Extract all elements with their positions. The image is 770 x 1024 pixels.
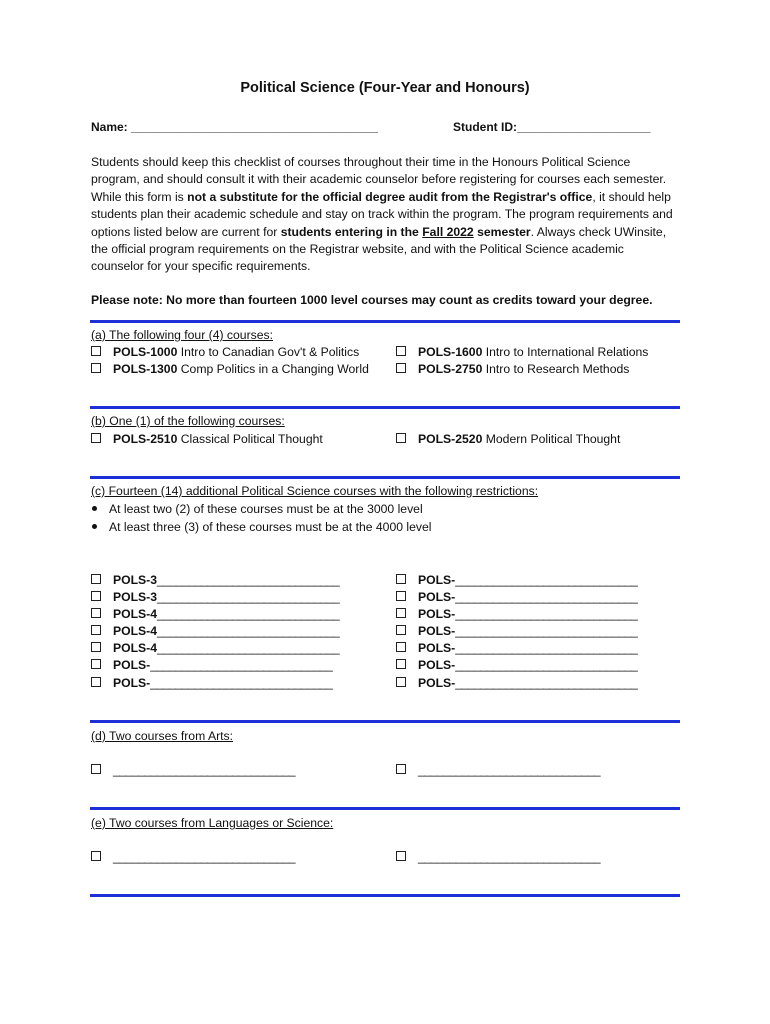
section-divider	[90, 720, 680, 723]
intro-paragraph: Students should keep this checklist of courses throughout their time in the Honours Political Science program, and should consult it with their academic counselor before registering for courses each semester. While this form is not a substitute for the official degree audit from the Registrar's office, it should help students plan their academic schedule and stay on track within the program. The program requirements and options listed below are current for students entering in the Fall 2022 semester. Always check UWinsite, the official program requirements on the Registrar website, and with the Political Science academic counselor for your specific requirements.	[91, 155, 673, 274]
course-checkbox-pols-1300[interactable]: POLS-1300 Comp Politics in a Changing World	[91, 362, 369, 376]
section-divider	[90, 894, 680, 897]
page-title: Political Science (Four-Year and Honours)	[240, 80, 530, 96]
checkbox-icon[interactable]	[91, 764, 101, 774]
checkbox-icon[interactable]	[91, 851, 101, 861]
checkbox-icon[interactable]	[396, 346, 406, 356]
checkbox-icon[interactable]	[396, 642, 406, 652]
arts-course-slot-right[interactable]: _____________________________	[396, 763, 600, 777]
course-slot-left[interactable]: POLS-4_____________________________	[91, 641, 339, 655]
name-field[interactable]: Name: _____________________________________	[91, 120, 378, 134]
checkbox-icon[interactable]	[396, 591, 406, 601]
bullet-icon	[92, 524, 97, 529]
checkbox-icon[interactable]	[396, 625, 406, 635]
student-id-field[interactable]: Student ID:____________________	[453, 120, 651, 134]
arts-course-slot-left[interactable]: _____________________________	[91, 763, 295, 777]
checkbox-icon[interactable]	[91, 677, 101, 687]
checkbox-icon[interactable]	[396, 433, 406, 443]
course-slot-right[interactable]: POLS-_____________________________	[396, 676, 637, 690]
checkbox-icon[interactable]	[91, 346, 101, 356]
bullet-icon	[92, 506, 97, 511]
course-slot-left[interactable]: POLS-4_____________________________	[91, 607, 339, 621]
section-divider	[90, 476, 680, 479]
checkbox-icon[interactable]	[396, 659, 406, 669]
checkbox-icon[interactable]	[396, 608, 406, 618]
course-slot-left[interactable]: POLS-_____________________________	[91, 658, 332, 672]
checkbox-icon[interactable]	[91, 625, 101, 635]
course-slot-left[interactable]: POLS-_____________________________	[91, 676, 332, 690]
section-divider	[90, 807, 680, 810]
course-slot-right[interactable]: POLS-_____________________________	[396, 590, 637, 604]
checkbox-icon[interactable]	[91, 363, 101, 373]
course-slot-right[interactable]: POLS-_____________________________	[396, 658, 637, 672]
section-b-heading: (b) One (1) of the following courses:	[91, 414, 285, 428]
checkbox-icon[interactable]	[91, 642, 101, 652]
checkbox-icon[interactable]	[396, 363, 406, 373]
checkbox-icon[interactable]	[396, 851, 406, 861]
restriction-bullet: At least two (2) of these courses must be at the 3000 level	[91, 502, 423, 516]
course-slot-right[interactable]: POLS-_____________________________	[396, 641, 637, 655]
section-e-heading: (e) Two courses from Languages or Science:	[91, 816, 334, 830]
course-checkbox-pols-2520[interactable]: POLS-2520 Modern Political Thought	[396, 432, 620, 446]
section-d-heading: (d) Two courses from Arts:	[91, 729, 233, 743]
checkbox-icon[interactable]	[396, 677, 406, 687]
course-checkbox-pols-2750[interactable]: POLS-2750 Intro to Research Methods	[396, 362, 629, 376]
lang-sci-course-slot-right[interactable]: _____________________________	[396, 850, 600, 864]
lang-sci-course-slot-left[interactable]: _____________________________	[91, 850, 295, 864]
checkbox-icon[interactable]	[91, 433, 101, 443]
section-divider	[90, 406, 680, 409]
course-slot-right[interactable]: POLS-_____________________________	[396, 624, 637, 638]
course-slot-right[interactable]: POLS-_____________________________	[396, 573, 637, 587]
course-checkbox-pols-2510[interactable]: POLS-2510 Classical Political Thought	[91, 432, 323, 446]
course-checkbox-pols-1000[interactable]: POLS-1000 Intro to Canadian Gov't & Politics	[91, 345, 359, 359]
checkbox-icon[interactable]	[91, 574, 101, 584]
course-slot-right[interactable]: POLS-_____________________________	[396, 607, 637, 621]
course-slot-left[interactable]: POLS-3_____________________________	[91, 573, 339, 587]
course-slot-left[interactable]: POLS-4_____________________________	[91, 624, 339, 638]
checkbox-icon[interactable]	[91, 659, 101, 669]
restriction-bullet: At least three (3) of these courses must be at the 4000 level	[91, 520, 431, 534]
checkbox-icon[interactable]	[91, 591, 101, 601]
section-c-heading: (c) Fourteen (14) additional Political Science courses with the following restrictions:	[91, 484, 539, 498]
section-divider	[90, 320, 680, 323]
course-slot-left[interactable]: POLS-3_____________________________	[91, 590, 339, 604]
section-a-heading: (a) The following four (4) courses:	[91, 328, 273, 342]
checkbox-icon[interactable]	[396, 764, 406, 774]
credit-note: Please note: No more than fourteen 1000 level courses may count as credits toward your degree.	[91, 293, 653, 307]
checkbox-icon[interactable]	[396, 574, 406, 584]
checkbox-icon[interactable]	[91, 608, 101, 618]
course-checkbox-pols-1600[interactable]: POLS-1600 Intro to International Relations	[396, 345, 648, 359]
